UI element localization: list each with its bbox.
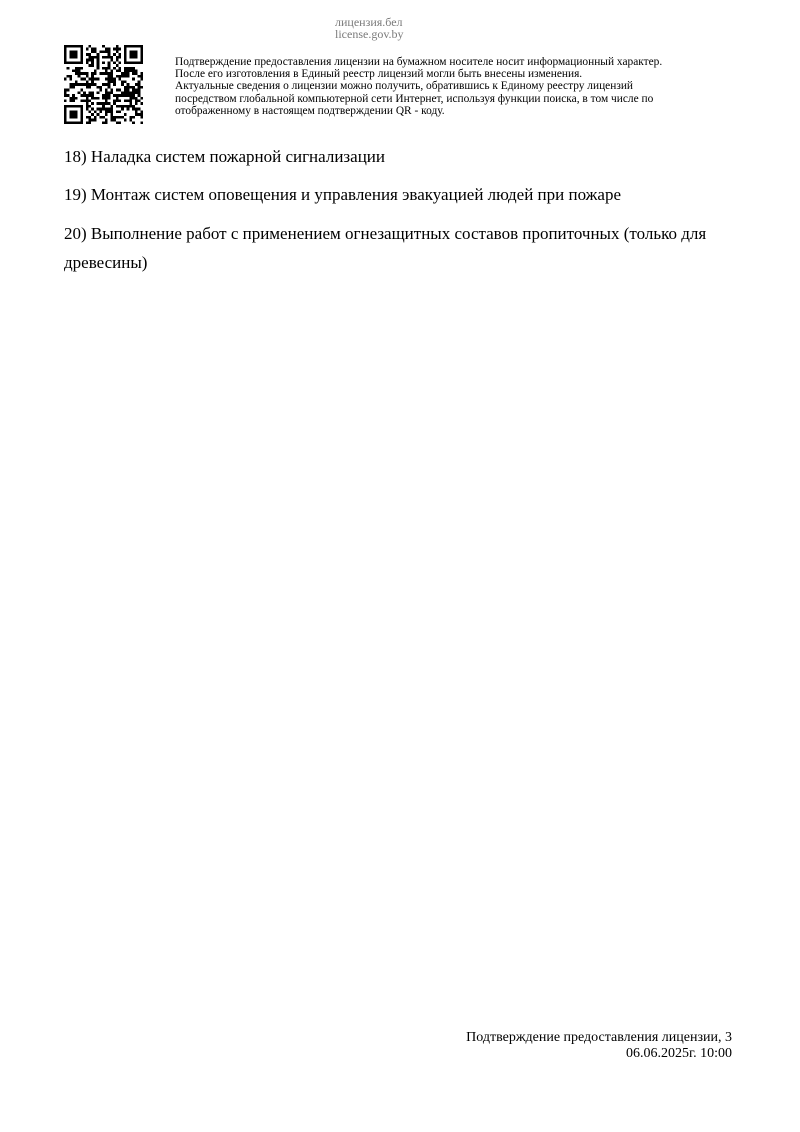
site-address-cyrillic: лицензия.бел	[335, 15, 403, 29]
site-address-latin: license.gov.by	[335, 27, 404, 41]
disclaimer-line: отображенному в настоящем подтверждении QR - коду.	[175, 104, 445, 117]
footer-timestamp: 06.06.2025г. 10:00	[625, 1046, 732, 1061]
list-item: 18) Наладка систем пожарной сигнализации	[64, 147, 385, 166]
page-footer	[466, 1030, 732, 1062]
disclaimer-line: После его изготовления в Единый реестр лицензий могли быть внесены изменения.	[175, 68, 583, 81]
list-item: 20) Выполнение работ с применением огнезащитных составов пропиточных (только для древесины)	[64, 224, 707, 272]
footer-confirmation-label: Подтверждение предоставления лицензии, 3	[466, 1030, 732, 1045]
site-address	[335, 16, 404, 40]
disclaimer-line: Актуальные сведения о лицензии можно получить, обратившись к Единому реестру лицензий	[175, 80, 634, 93]
list-item: 19) Монтаж систем оповещения и управления эвакуацией людей при пожаре	[64, 185, 621, 204]
disclaimer-line: Подтверждение предоставления лицензии на бумажном носителе носит информационный характер.	[175, 56, 663, 68]
license-activities-list	[64, 143, 754, 287]
disclaimer-line: посредством глобальной компьютерной сети Интернет, используя функции поиска, в том числе по	[175, 92, 654, 105]
qr-code-icon	[64, 45, 143, 124]
disclaimer-text	[175, 56, 765, 117]
